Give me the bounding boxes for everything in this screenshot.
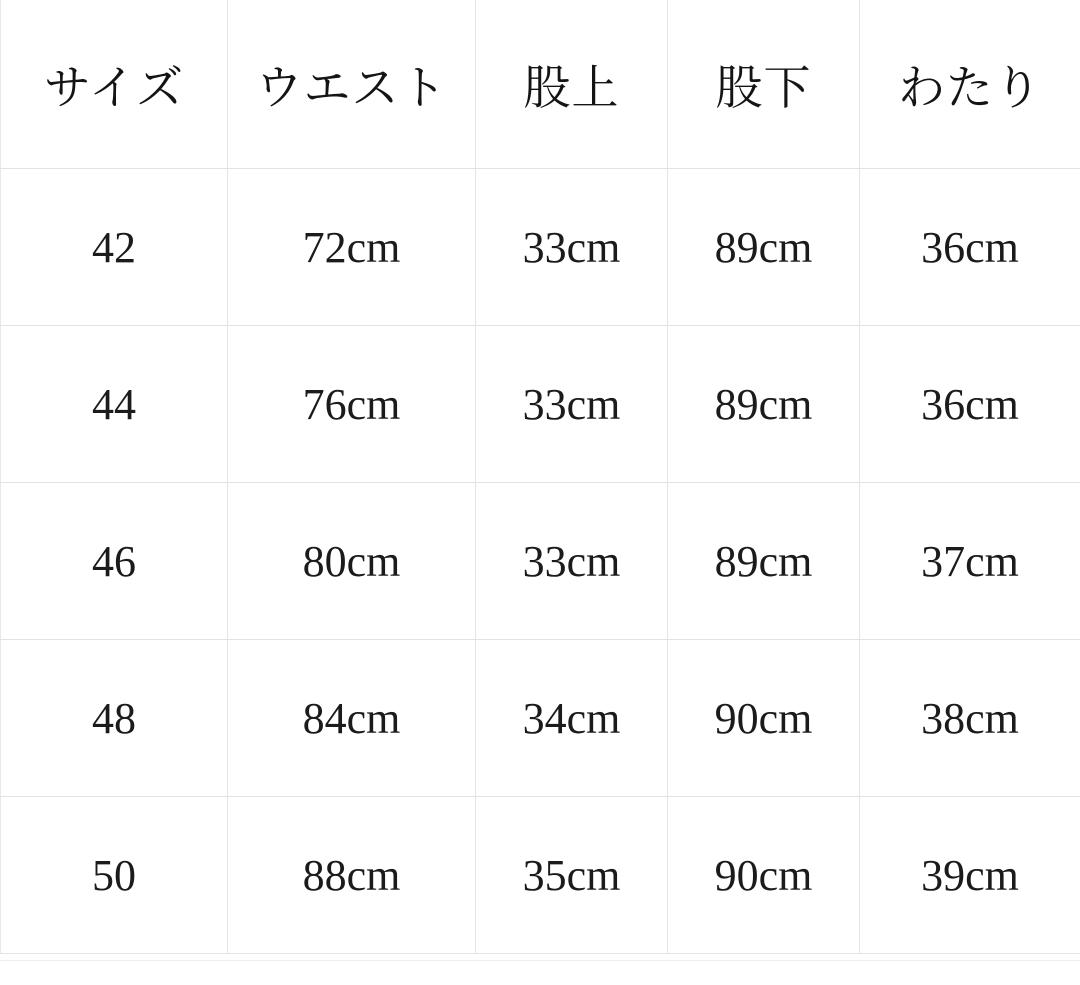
column-header-size: サイズ: [1, 0, 228, 169]
column-header-thigh: わたり: [860, 0, 1080, 169]
cell-inseam: 89cm: [668, 169, 860, 326]
cell-size: 44: [1, 326, 228, 483]
table-row: [1, 640, 1080, 797]
column-header-rise: 股上: [476, 0, 668, 169]
cell-waist: 72cm: [228, 169, 476, 326]
table-header: [1, 0, 1080, 169]
cell-thigh: 36cm: [860, 326, 1080, 483]
cell-rise: 33cm: [476, 169, 668, 326]
table-body: [1, 169, 1080, 954]
cell-size: 48: [1, 640, 228, 797]
cell-thigh: 36cm: [860, 169, 1080, 326]
table-header-row: [1, 0, 1080, 169]
cell-rise: 34cm: [476, 640, 668, 797]
cell-thigh: 39cm: [860, 797, 1080, 954]
cell-rise: 33cm: [476, 483, 668, 640]
table-row: [1, 169, 1080, 326]
cell-size: 42: [1, 169, 228, 326]
cell-waist: 76cm: [228, 326, 476, 483]
cell-inseam: 90cm: [668, 797, 860, 954]
bottom-divider: [0, 960, 1080, 985]
table-row: [1, 326, 1080, 483]
cell-inseam: 89cm: [668, 326, 860, 483]
cell-size: 46: [1, 483, 228, 640]
column-header-inseam: 股下: [668, 0, 860, 169]
cell-waist: 88cm: [228, 797, 476, 954]
table-row: [1, 797, 1080, 954]
cell-thigh: 37cm: [860, 483, 1080, 640]
cell-inseam: 89cm: [668, 483, 860, 640]
cell-waist: 80cm: [228, 483, 476, 640]
cell-inseam: 90cm: [668, 640, 860, 797]
cell-rise: 33cm: [476, 326, 668, 483]
cell-thigh: 38cm: [860, 640, 1080, 797]
column-header-waist: ウエスト: [228, 0, 476, 169]
cell-rise: 35cm: [476, 797, 668, 954]
cell-size: 50: [1, 797, 228, 954]
cell-waist: 84cm: [228, 640, 476, 797]
table-row: [1, 483, 1080, 640]
